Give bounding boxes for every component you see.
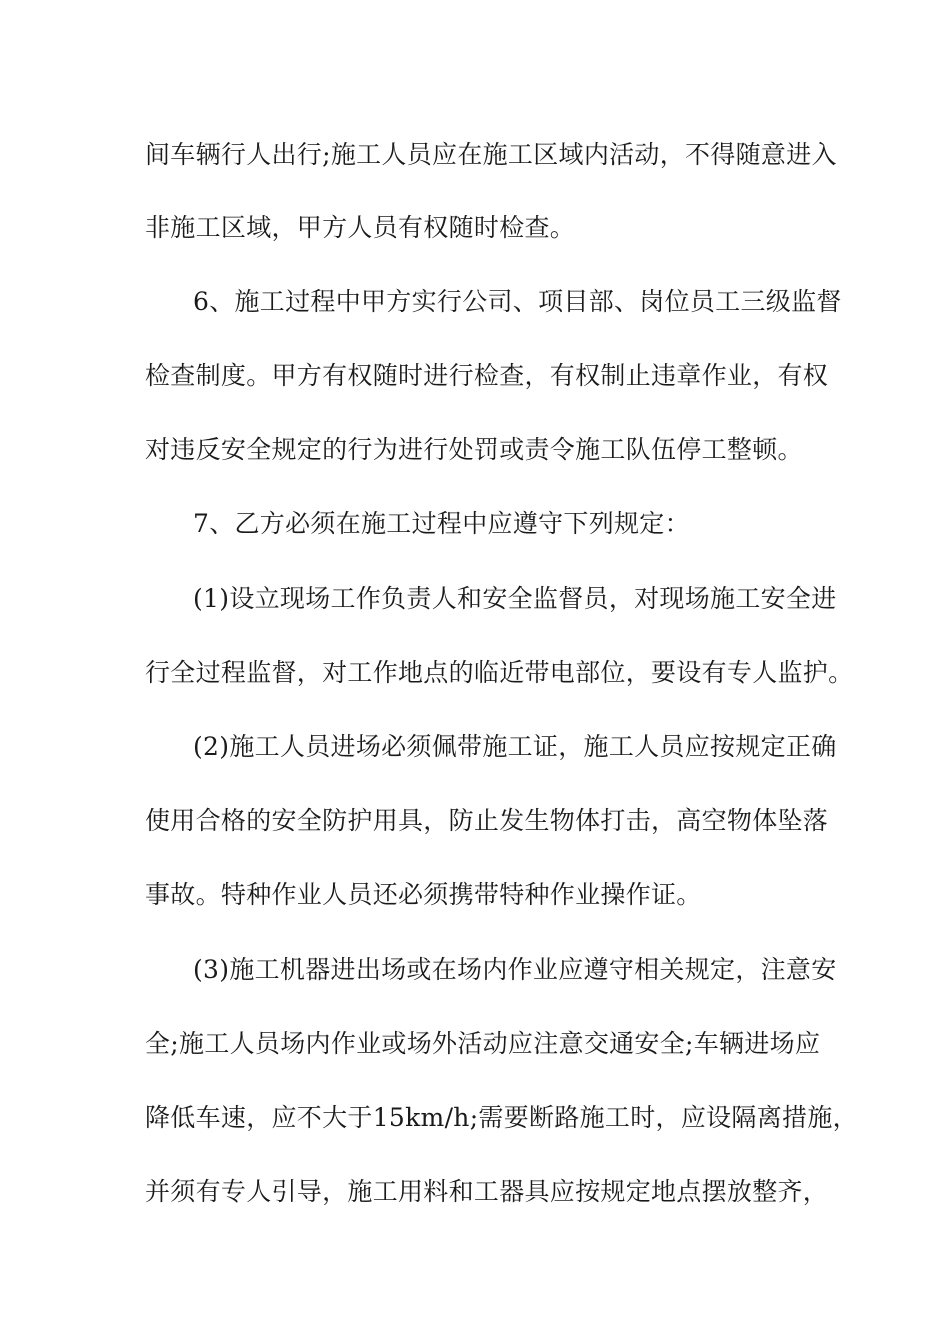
text-line: 非施工区域，甲方人员有权随时检查。 — [145, 213, 576, 242]
text-line: 全;施工人员场内作业或场外活动应注意交通安全;车辆进场应 — [145, 1029, 821, 1058]
text-line: 并须有专人引导，施工用料和工器具应按规定地点摆放整齐， — [145, 1177, 829, 1206]
paragraph-7-heading: 7、乙方必须在施工过程中应遵守下列规定： — [193, 509, 690, 538]
text-line: 对违反安全规定的行为进行处罚或责令施工队伍停工整顿。 — [145, 435, 803, 464]
text-line: 间车辆行人出行;施工人员应在施工区域内活动，不得随意进入 — [145, 140, 837, 169]
text-line: 降低车速，应不大于15km/h;需要断路施工时，应设隔离措施， — [145, 1103, 858, 1132]
text-line: 检查制度。甲方有权随时进行检查，有权制止违章作业，有权 — [145, 361, 829, 390]
item-3-start: (3)施工机器进出场或在场内作业应遵守相关规定，注意安 — [193, 955, 837, 984]
item-2-start: (2)施工人员进场必须佩带施工证，施工人员应按规定正确 — [193, 732, 837, 761]
text-line: 行全过程监督，对工作地点的临近带电部位，要设有专人监护。 — [145, 658, 854, 687]
paragraph-6-start: 6、施工过程中甲方实行公司、项目部、岗位员工三级监督 — [193, 287, 842, 316]
text-line: 使用合格的安全防护用具，防止发生物体打击，高空物体坠落 — [145, 806, 829, 835]
item-1-start: (1)设立现场工作负责人和安全监督员，对现场施工安全进 — [193, 584, 837, 613]
text-line: 事故。特种作业人员还必须携带特种作业操作证。 — [145, 880, 702, 909]
